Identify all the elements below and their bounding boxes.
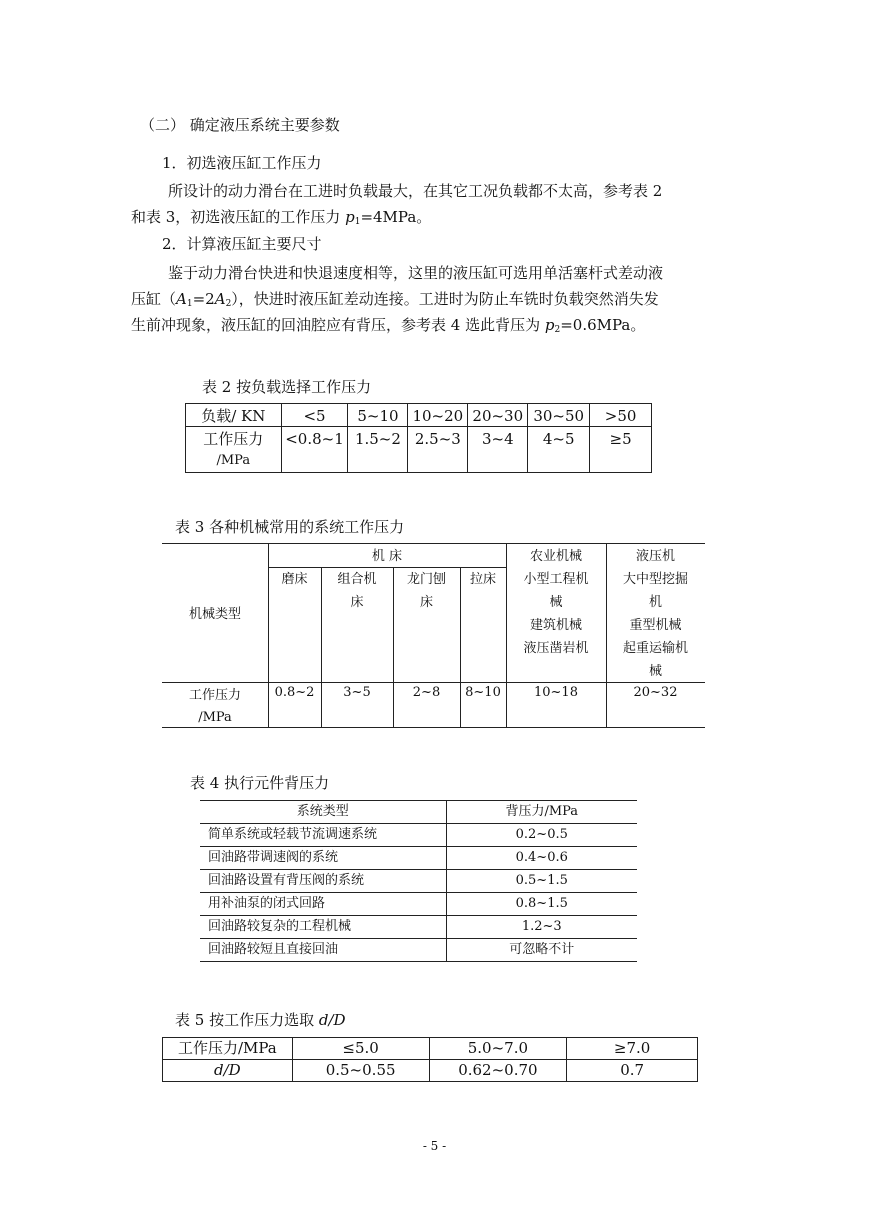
table3-col-grind: 磨床 [281,572,308,587]
table4 [200,800,637,962]
table4-value: 1.2~3 [446,916,637,939]
table2-cell: 5~10 [348,404,408,427]
table4-type: 简单系统或轻载节流调速系统 [200,824,446,847]
table3-row-type: 机械类型 [188,607,241,622]
table4-header-row [200,801,637,824]
table4-value: 0.8~1.5 [446,893,637,916]
table2-cell: 30~50 [528,404,590,427]
table5-row-label: 工作压力/MPa [163,1038,293,1060]
section2-title: 2．计算液压缸主要尺寸 [162,235,322,253]
section2-line2: 压缸$(A_1=2A_2)$，快进时液压缸差动连接。工进时为防止车铣时负载突然消失发 [131,290,659,309]
table2-cell: 4~5 [528,427,590,473]
table-row [200,847,637,870]
table2-row-pressure [186,427,652,473]
table3-col-broach: 拉床 [469,572,496,587]
table2-cell: >50 [590,404,652,427]
table3-col-combo: 组合机 床 [337,572,377,610]
table4-value: 0.4~0.6 [446,847,637,870]
table3-value: 20~32 [633,685,678,700]
table3-caption: 表 3 各种机械常用的系统工作压力 [175,518,405,536]
table3-col-planer: 龙门刨 床 [406,572,446,610]
table4-type: 用补油泵的闭式回路 [200,893,446,916]
section-heading: （二） 确定液压系统主要参数 [140,116,340,134]
section1-line1: 所设计的动力滑台在工进时负载最大，在其它工况负载都不太高，参考表 2 [168,182,663,200]
table2-caption: 表 2 按负载选择工作压力 [202,378,372,396]
table2-row-label: 工作压力 /MPa [186,427,282,473]
section1-line2: 和表 3，初选液压缸的工作压力 $p_1=4MPa$。 [131,208,432,227]
table4-type: 回油路设置有背压阀的系统 [200,870,446,893]
table2-row-label: 负载/ KN [186,404,282,427]
table3-value: 3~5 [343,685,371,700]
table3-value: 0.8~2 [274,685,315,700]
table3-header-hyd: 液压机 大中型挖掘 机 重型机械 起重运输机 械 [622,549,688,679]
table3-value: 10~18 [534,685,578,700]
table4-value: 0.2~0.5 [446,824,637,847]
section2-line3: 生前冲现象，液压缸的回油腔应有背压，参考表 4 选此背压为 $p_2=0.6MPa$。 [131,316,646,335]
table3 [162,543,705,728]
table4-caption: 表 4 执行元件背压力 [190,774,330,792]
table5-cell: 5.0~7.0 [429,1038,567,1060]
table4-type: 回油路较复杂的工程机械 [200,916,446,939]
table2-cell: <5 [281,404,348,427]
table3-header-machine-tool: 机 床 [371,549,403,564]
table2-cell: <0.8~1 [281,427,348,473]
table2-row-load [186,404,652,427]
table-row [200,916,637,939]
table5-row-ratio [163,1060,698,1082]
page-number: - 5 - [422,1139,447,1153]
table3-value: 2~8 [412,685,441,700]
table2-cell: ≥5 [590,427,652,473]
table3-row-pressure: 工作压力 /MPa [188,688,241,725]
table2-cell: 3~4 [468,427,528,473]
table5-cell: 0.7 [567,1060,698,1082]
table2-cell: 2.5~3 [408,427,468,473]
table5-caption: 表 5 按工作压力选取 d/D [175,1011,346,1029]
table4-header: 系统类型 [200,801,446,824]
table5-row-label: d/D [163,1060,293,1082]
table-row [200,939,637,962]
table-row [200,870,637,893]
table2-cell: 20~30 [468,404,528,427]
table4-header: 背压力/MPa [446,801,637,824]
table5-cell: 0.5~0.55 [292,1060,429,1082]
table4-type: 回油路带调速阀的系统 [200,847,446,870]
table5-cell: ≥7.0 [567,1038,698,1060]
table5-cell: ≤5.0 [292,1038,429,1060]
table-row [200,824,637,847]
section1-title: 1．初选液压缸工作压力 [162,154,322,172]
table4-value: 可忽略不计 [446,939,637,962]
table5 [162,1037,698,1082]
table4-type: 回油路较短且直接回油 [200,939,446,962]
table5-cell: 0.62~0.70 [429,1060,567,1082]
table2-cell: 10~20 [408,404,468,427]
table2-cell: 1.5~2 [348,427,408,473]
table3-value: 8~10 [465,685,501,700]
table4-value: 0.5~1.5 [446,870,637,893]
table-row [200,893,637,916]
table2 [185,403,652,473]
table3-header-agri: 农业机械 小型工程机 械 建筑机械 液压凿岩机 [523,549,589,656]
section2-line1: 鉴于动力滑台快进和快退速度相等，这里的液压缸可选用单活塞杆式差动液 [168,264,664,282]
table5-row-pressure [163,1038,698,1060]
